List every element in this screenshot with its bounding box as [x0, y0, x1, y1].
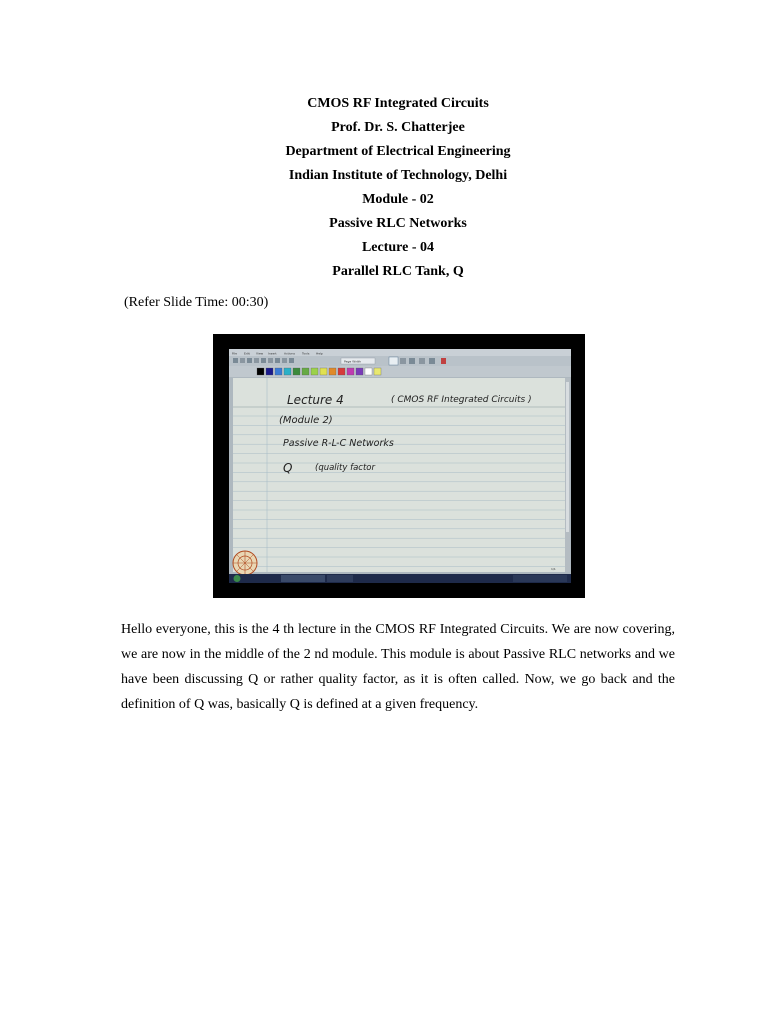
eraser-icon[interactable] — [409, 358, 415, 364]
select-icon[interactable] — [275, 358, 280, 363]
lasso-icon[interactable] — [419, 358, 425, 364]
palette-swatch[interactable] — [284, 368, 291, 375]
handwritten-course: ( CMOS RF Integrated Circuits ) — [391, 395, 532, 405]
palette-swatch[interactable] — [311, 368, 318, 375]
pen-icon[interactable] — [389, 357, 398, 365]
palette-swatch[interactable] — [365, 368, 372, 375]
open-icon[interactable] — [240, 358, 245, 363]
zoom-select-label: Page Width — [344, 359, 361, 364]
palette-swatch[interactable] — [275, 368, 282, 375]
nptel-logo — [233, 551, 257, 575]
department: Department of Electrical Engineering — [285, 144, 511, 159]
page-counter: 1/1 — [551, 567, 556, 571]
menu-item-file[interactable]: File — [232, 351, 238, 356]
document-header — [0, 92, 768, 284]
palette-swatch[interactable] — [338, 368, 345, 375]
palette-swatch[interactable] — [347, 368, 354, 375]
palette-swatch[interactable] — [374, 368, 381, 375]
palette-swatch[interactable] — [257, 368, 264, 375]
menu-item-help[interactable]: Help — [316, 351, 323, 356]
system-tray — [513, 575, 567, 582]
professor-name: Prof. Dr. S. Chatterjee — [331, 120, 465, 135]
scrollbar-thumb[interactable] — [566, 382, 569, 532]
handwritten-module: (Module 2) — [279, 415, 333, 426]
palette-swatch[interactable] — [266, 368, 273, 375]
handwritten-lecture: Lecture 4 — [287, 393, 344, 407]
palette-swatch[interactable] — [320, 368, 327, 375]
print-icon[interactable] — [254, 358, 259, 363]
taskbar-window-button-2[interactable] — [327, 575, 353, 582]
course-title: CMOS RF Integrated Circuits — [307, 96, 489, 111]
menu-item-edit[interactable]: Edit — [244, 351, 250, 356]
insert-space-icon[interactable] — [429, 358, 435, 364]
palette-swatch[interactable] — [329, 368, 336, 375]
slide-screenshot — [213, 334, 585, 598]
palette-swatch[interactable] — [293, 368, 300, 375]
taskbar-window-button[interactable] — [281, 575, 325, 582]
redo-icon[interactable] — [268, 358, 273, 363]
handwritten-topic: Passive R-L-C Networks — [283, 438, 394, 449]
zoom-icon[interactable] — [289, 358, 294, 363]
module-title: Passive RLC Networks — [329, 216, 467, 231]
transcript-paragraph — [121, 617, 675, 717]
lecture-title: Parallel RLC Tank, Q — [332, 264, 464, 279]
handwritten-q-note: (quality factor — [315, 463, 375, 473]
slide-image — [213, 334, 585, 598]
highlighter-icon[interactable] — [400, 358, 406, 364]
start-button-icon[interactable] — [234, 575, 241, 582]
menu-item-insert[interactable]: Insert — [268, 351, 277, 356]
toolbar-icons — [233, 358, 294, 363]
flag-icon[interactable] — [441, 358, 446, 364]
new-page-icon[interactable] — [233, 358, 238, 363]
handwritten-q: Q — [283, 461, 293, 475]
paragraph-text: Hello everyone, this is the 4 th lecture in the CMOS RF Integrated Circuits. We are now covering, we are now in the middle of the 2 nd module. This module is about Passive RLC networks and we have been discussing Q or rather quality factor, as it is often called. Now, we go back and the definition of Q was, basically Q is defined at a given frequency. — [121, 622, 675, 712]
menu-bar — [229, 349, 571, 356]
menu-item-actions[interactable]: Actions — [284, 351, 295, 356]
menu-item-view[interactable]: View — [256, 351, 264, 356]
lecture-number: Lecture - 04 — [361, 240, 435, 255]
module-number: Module - 02 — [362, 192, 434, 207]
refer-slide-time: (Refer Slide Time: 00:30) — [124, 295, 269, 310]
palette-swatch[interactable] — [302, 368, 309, 375]
hand-icon[interactable] — [282, 358, 287, 363]
institute: Indian Institute of Technology, Delhi — [288, 168, 508, 183]
save-icon[interactable] — [247, 358, 252, 363]
menu-item-tools[interactable]: Tools — [302, 351, 310, 356]
palette-swatch[interactable] — [356, 368, 363, 375]
undo-icon[interactable] — [261, 358, 266, 363]
